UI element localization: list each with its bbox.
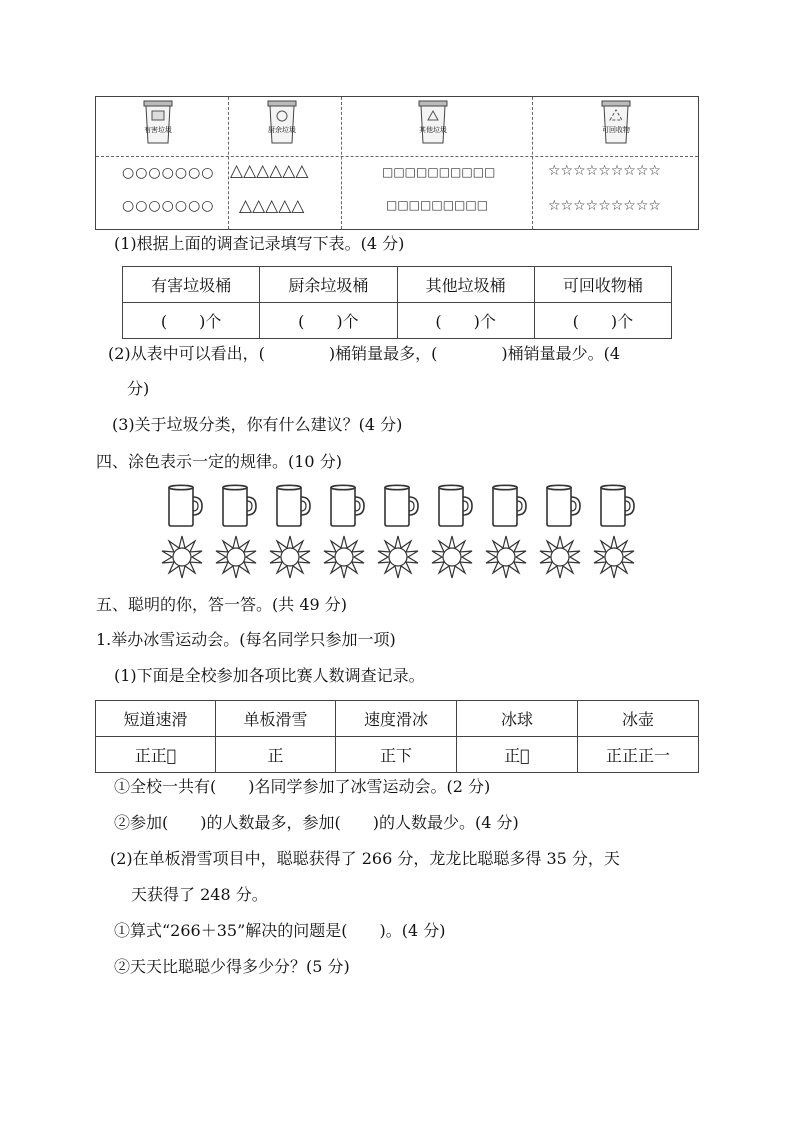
- table-header: 其他垃圾桶: [397, 267, 534, 303]
- cup-row: [166, 484, 636, 528]
- other-bin-icon: [416, 99, 450, 145]
- survey-record-table: [95, 96, 699, 230]
- star-marks: ☆☆☆☆☆☆☆☆☆: [548, 198, 661, 214]
- divider: [341, 97, 342, 229]
- question-3-2: (2)从表中可以看出，( )桶销量最多，( )桶销量最少。(4: [108, 344, 621, 363]
- divider: [228, 97, 229, 229]
- table-header: 可回收物桶: [534, 267, 671, 303]
- question-5-1-2-cont: 天获得了 248 分。: [131, 885, 268, 904]
- sun-icon[interactable]: [592, 535, 636, 579]
- question-5-1-1: (1)下面是全校参加各项比赛人数调查记录。: [114, 666, 425, 685]
- sun-row: [160, 535, 636, 579]
- cup-icon[interactable]: [490, 484, 528, 528]
- divider: [96, 156, 698, 157]
- question-3-3: (3)关于垃圾分类，你有什么建议？(4 分): [112, 415, 403, 434]
- cup-icon[interactable]: [166, 484, 204, 528]
- cup-icon[interactable]: [220, 484, 258, 528]
- cup-icon[interactable]: [328, 484, 366, 528]
- cup-icon[interactable]: [544, 484, 582, 528]
- circle-marks: ○○○○○○○: [122, 165, 215, 181]
- answer-blank[interactable]: ( )个: [534, 303, 671, 339]
- question-5-1-1-a: ①全校一共有( )名同学参加了冰雪运动会。(2 分): [114, 777, 491, 796]
- square-marks: □□□□□□□□□: [386, 198, 489, 212]
- table-header: 单板滑雪: [216, 701, 336, 737]
- cup-icon[interactable]: [598, 484, 636, 528]
- table-header: 有害垃圾桶: [123, 267, 260, 303]
- section-5-title: 五、聪明的你，答一答。(共 49 分): [96, 595, 348, 614]
- kitchen-bin-icon: [265, 99, 299, 145]
- cup-icon[interactable]: [436, 484, 474, 528]
- answer-blank[interactable]: ( )个: [123, 303, 260, 339]
- answer-blank[interactable]: ( )个: [397, 303, 534, 339]
- tally-cell: 正正正一: [577, 737, 698, 773]
- answer-blank[interactable]: ( )个: [260, 303, 397, 339]
- cup-icon[interactable]: [382, 484, 420, 528]
- sun-icon[interactable]: [430, 535, 474, 579]
- recyclable-bin-icon: [599, 99, 633, 145]
- question-5-1-2: (2)在单板滑雪项目中，聪聪获得了 266 分，龙龙比聪聪多得 35 分，天: [110, 849, 620, 868]
- triangle-marks: △△△△△△: [230, 161, 309, 181]
- question-5-1-2-a: ①算式“266＋35”解决的问题是( )。(4 分): [114, 921, 446, 940]
- star-marks: ☆☆☆☆☆☆☆☆☆: [548, 163, 661, 179]
- sun-icon[interactable]: [268, 535, 312, 579]
- tally-cell: 正𠀆: [456, 737, 577, 773]
- tally-cell: 正: [216, 737, 336, 773]
- sun-icon[interactable]: [322, 535, 366, 579]
- question-3-2-cont: 分): [127, 379, 150, 398]
- section-4-title: 四、涂色表示一定的规律。(10 分): [96, 452, 342, 471]
- question-5-1: 1.举办冰雪运动会。(每名同学只参加一项): [96, 630, 396, 649]
- table-header: 速度滑冰: [336, 701, 457, 737]
- tally-cell: 正正𠀆: [96, 737, 216, 773]
- divider: [532, 97, 533, 229]
- sun-icon[interactable]: [538, 535, 582, 579]
- sun-icon[interactable]: [214, 535, 258, 579]
- question-5-1-2-b: ②天天比聪聪少得多少分？(5 分): [114, 957, 350, 976]
- table-header: 短道速滑: [96, 701, 216, 737]
- question-3-1: (1)根据上面的调查记录填写下表。(4 分): [114, 234, 405, 253]
- hazardous-bin-icon: [141, 99, 175, 145]
- bin-count-table: [122, 266, 672, 339]
- circle-marks: ○○○○○○○: [122, 198, 215, 214]
- cup-icon[interactable]: [274, 484, 312, 528]
- bin-label: 有害垃圾: [144, 126, 172, 134]
- tally-cell: 正下: [336, 737, 457, 773]
- sun-icon[interactable]: [484, 535, 528, 579]
- square-marks: □□□□□□□□□□: [382, 165, 496, 179]
- table-header: 冰球: [456, 701, 577, 737]
- triangle-marks: △△△△△: [239, 196, 305, 216]
- table-header: 冰壶: [577, 701, 698, 737]
- question-5-1-1-b: ②参加( )的人数最多，参加( )的人数最少。(4 分): [114, 813, 519, 832]
- sports-tally-table: [95, 700, 699, 773]
- sun-icon[interactable]: [376, 535, 420, 579]
- sun-icon[interactable]: [160, 535, 204, 579]
- bin-label: 厨余垃圾: [268, 126, 296, 134]
- bin-label: 可回收物: [602, 126, 630, 134]
- bin-label: 其他垃圾: [419, 126, 447, 134]
- table-header: 厨余垃圾桶: [260, 267, 397, 303]
